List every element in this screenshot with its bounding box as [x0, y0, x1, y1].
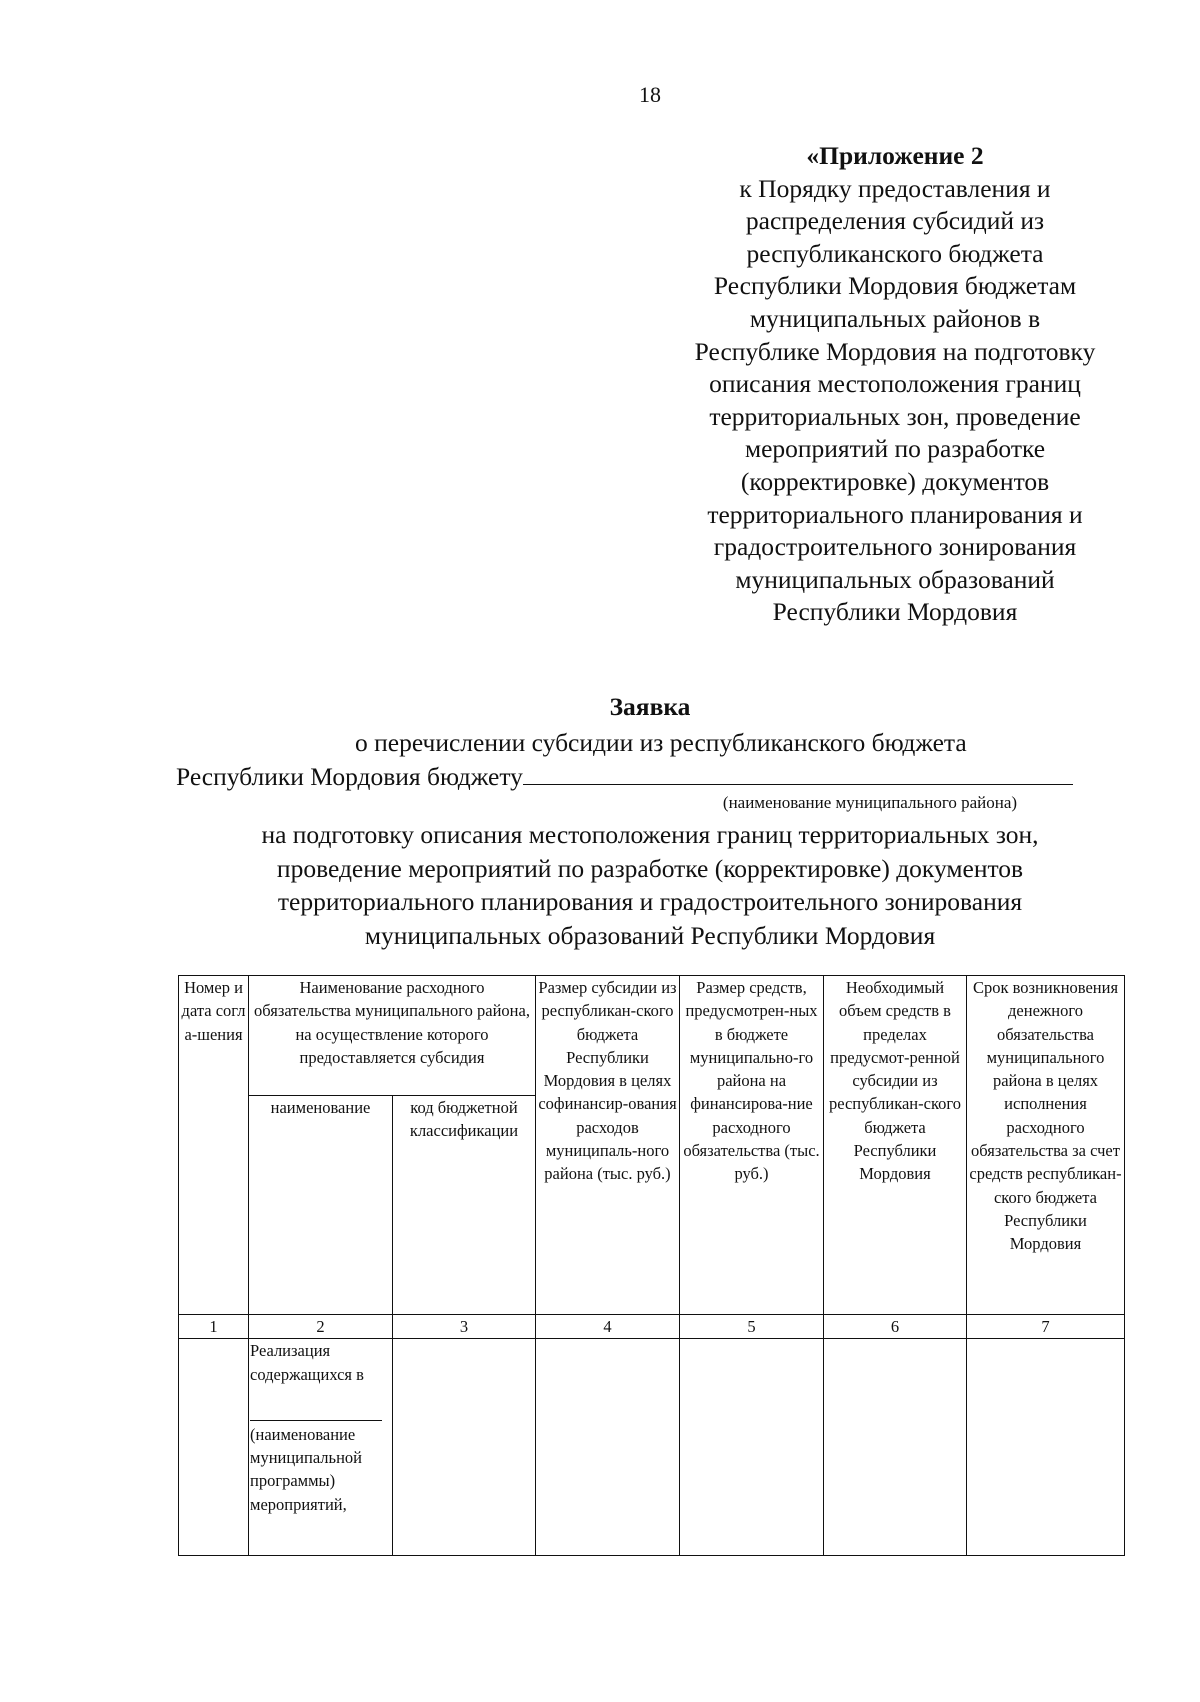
header-obligation-term: Срок возникновения денежного обязательства муниципального района в целях исполнения расходного обязательства за счет средств республикан-ского бюджета Республики Мордовия [967, 976, 1125, 1315]
appendix-line: Республики Мордовия [772, 597, 1018, 627]
purpose-block [150, 818, 1150, 952]
cell-budget-code [393, 1339, 536, 1556]
header-budget-code: код бюджетной классификации [393, 1096, 536, 1315]
purpose-line: территориального планирования и градостроительного зонирования [277, 887, 1023, 916]
appendix-line: распределения субсидий из [745, 206, 1045, 236]
cell-expense-name-text: Реализация содержащихся в [250, 1341, 364, 1384]
header-subsidy-size: Размер субсидии из республикан-ского бюджета Республики Мордовия в целях софинансир-ования расходов муниципаль-ного района (тыс. руб.) [536, 976, 680, 1315]
header-district-funds: Размер средств, предусмотрен-ных в бюджете муниципально-го района на финансирова-ние расходного обязательства (тыс. руб.) [680, 976, 824, 1315]
appendix-line: к Порядку предоставления и [739, 173, 1051, 203]
cell-expense-name [249, 1339, 393, 1556]
district-name-caption: (наименование муниципального района) [722, 793, 1018, 812]
header-agreement: Номер и дата согла-шения [179, 976, 249, 1315]
header-row [179, 976, 1125, 1096]
column-number: 3 [393, 1315, 536, 1339]
header-required-volume: Необходимый объем средств в пределах предусмот-ренной субсидии из республикан-ского бюджета Республики Мордовия [824, 976, 967, 1315]
cell-subsidy-size [536, 1339, 680, 1556]
cell-required-volume [824, 1339, 967, 1556]
appendix-line: (корректировке) документов [740, 466, 1050, 496]
column-number: 1 [179, 1315, 249, 1339]
column-number: 7 [967, 1315, 1125, 1339]
appendix-line: муниципальных районов в [749, 303, 1041, 333]
column-numbers-row [179, 1315, 1125, 1339]
cell-obligation-term [967, 1339, 1125, 1556]
district-name-blank [523, 760, 1073, 785]
appendix-line: мероприятий по разработке [744, 434, 1046, 464]
header-name: наименование [249, 1096, 393, 1315]
request-line-1: о перечислении субсидии из республиканского бюджета [355, 728, 967, 757]
page-number: 18 [639, 82, 661, 107]
appendix-line: Республике Мордовия на подготовку [694, 336, 1096, 366]
appendix-line: территориальных зон, проведение [709, 401, 1081, 431]
cell-program-caption: (наименование муниципальной программы) мероприятий, [250, 1424, 362, 1514]
appendix-line: республиканского бюджета [746, 238, 1044, 268]
column-number: 4 [536, 1315, 680, 1339]
request-line-2-text: Республики Мордовия бюджету [176, 762, 523, 791]
column-number: 2 [249, 1315, 393, 1339]
purpose-line: муниципальных образований Республики Мордовия [364, 920, 936, 950]
appendix-line: градостроительного зонирования [713, 532, 1077, 562]
column-number: 6 [824, 1315, 967, 1339]
appendix-title: «Приложение 2 [806, 141, 984, 170]
appendix-line: муниципальных образований [735, 564, 1055, 594]
appendix-line: описания местоположения границ [709, 369, 1081, 399]
column-number: 5 [680, 1315, 824, 1339]
appendix-block [665, 140, 1125, 629]
cell-district-funds [680, 1339, 824, 1556]
appendix-line: территориального планирования и [707, 499, 1083, 529]
purpose-line: на подготовку описания местоположения границ территориальных зон, [261, 820, 1039, 849]
program-name-blank [250, 1386, 382, 1421]
cell-agreement [179, 1339, 249, 1556]
request-line-2 [176, 760, 1073, 792]
request-table [178, 975, 1125, 1556]
request-title: Заявка [609, 692, 691, 721]
table-row [179, 1339, 1125, 1556]
purpose-line: проведение мероприятий по разработке (корректировке) документов [276, 853, 1024, 883]
header-expense-obligation: Наименование расходного обязательства муниципального района, на осуществление которого предоставляется субсидия [249, 976, 536, 1096]
appendix-line: Республики Мордовия бюджетам [713, 271, 1077, 301]
